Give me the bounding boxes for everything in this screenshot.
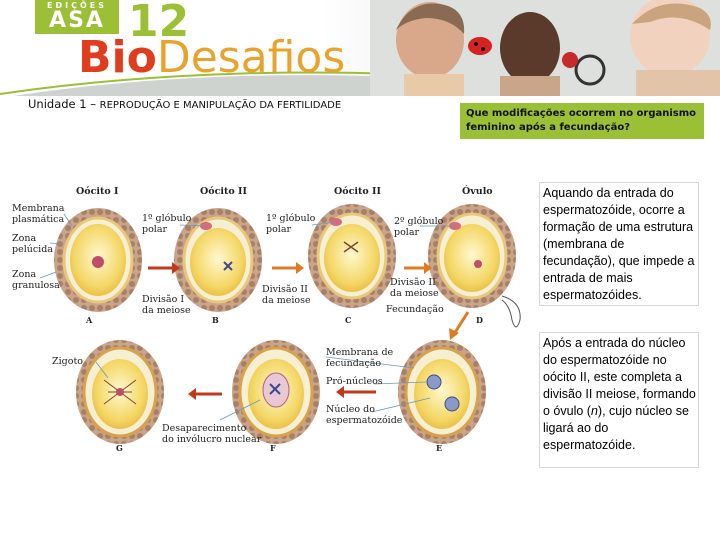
label-membrana-fec-1: Membrana de	[326, 347, 394, 358]
arrow-d-e	[449, 312, 468, 340]
asa-name-text: ASA	[49, 8, 105, 33]
title-oocito-ii-2: Oócito II	[334, 186, 381, 197]
unit-prefix: Unidade 1 –	[28, 97, 100, 111]
label-divisao-i-a: Divisão I	[142, 294, 185, 305]
label-divisao-ii-b: da meiose	[262, 295, 311, 306]
letter-b: B	[212, 315, 219, 325]
letter-c: C	[345, 315, 352, 325]
cell-g	[76, 340, 164, 444]
label-membrana-fec-2: fecundação	[326, 358, 382, 369]
letter-a: A	[86, 315, 93, 325]
label-nucleo-esp-1: Núcleo do	[326, 404, 375, 415]
label-pronucleos: Pró-núcleos	[326, 376, 383, 387]
label-granulosa-1: Zona	[12, 269, 37, 280]
label-divisao-i-b: da meiose	[142, 305, 191, 316]
label-pelucida-1: Zona	[12, 233, 37, 244]
letter-g: G	[116, 443, 123, 453]
label-fecundacao: Fecundação	[386, 304, 444, 315]
cell-a	[54, 208, 142, 312]
label-granulosa-2: granulosa	[12, 280, 60, 291]
note-fecundation-membrane: Aquando da entrada do espermatozóide, ocorre a formação de uma estrutura (membrana de fecundação), que impede a entrada de mais espermatozóides.	[539, 182, 699, 306]
fertilization-diagram	[0, 180, 540, 470]
title-ovulo: Óvulo	[462, 186, 493, 197]
question-box: Que modificações ocorrem no organismo feminino após a fecundação?	[460, 103, 704, 139]
arrow-f-g	[188, 388, 222, 400]
arrow-c-d	[404, 262, 432, 274]
asa-edicoes-text: EDIÇÕES	[47, 1, 107, 10]
label-nucleo-esp-2: espermatozóide	[326, 415, 403, 426]
label-membrana-2: plasmática	[12, 214, 65, 225]
label-divisao-ii-a: Divisão II	[262, 284, 308, 295]
letter-d: D	[476, 315, 483, 325]
title-oocito-ii-1: Oócito II	[200, 186, 247, 197]
label-globulo-1a: 1º glóbulo	[142, 213, 192, 224]
cell-e	[398, 340, 486, 444]
note2-n: n	[590, 404, 598, 418]
label-membrana-1: Membrana	[12, 203, 65, 214]
biodesafios-logo	[78, 26, 345, 90]
letter-e: E	[436, 443, 443, 453]
logo-bio: Bio	[78, 32, 157, 83]
arrow-b-c	[272, 262, 304, 274]
cell-c	[308, 204, 396, 308]
label-desaparecimento-1: Desaparecimento	[162, 423, 247, 434]
children-photo	[370, 0, 720, 96]
label-globulo-2a: 1º glóbulo	[266, 213, 316, 224]
unit-name: REPRODUÇÃO E MANIPULAÇÃO DA FERTILIDADE	[99, 100, 342, 111]
label-globulo-2b: polar	[266, 224, 292, 235]
edition-number: 12	[128, 0, 190, 47]
header-banner	[0, 0, 720, 96]
label-pelucida-2: pelúcida	[12, 244, 53, 255]
title-oocito-i: Oócito I	[76, 186, 119, 197]
unit-title	[28, 97, 341, 111]
label-divisao-ii-d: da meiose	[390, 288, 439, 299]
label-zigoto: Zigoto	[52, 356, 83, 367]
label-divisao-ii-c: Divisão II	[390, 277, 436, 288]
logo-desafios: Desafios	[156, 32, 346, 83]
note2-text-a: Após a entrada do núcleo do espermatozóide no oócito II, este completa a divisão II meiose, formando o óvulo (	[543, 336, 696, 418]
label-desaparecimento-2: do invólucro nuclear	[162, 434, 262, 445]
letter-f: F	[270, 443, 276, 453]
label-globulo-3b: polar	[394, 227, 420, 238]
arrow-e-f	[336, 386, 376, 398]
note2-text-b: ), cujo núcleo se ligará ao do espermatozóide.	[543, 404, 689, 452]
label-globulo-3a: 2º glóbulo	[394, 216, 444, 227]
label-globulo-1b: polar	[142, 224, 168, 235]
note-meiosis-completion	[539, 332, 699, 468]
